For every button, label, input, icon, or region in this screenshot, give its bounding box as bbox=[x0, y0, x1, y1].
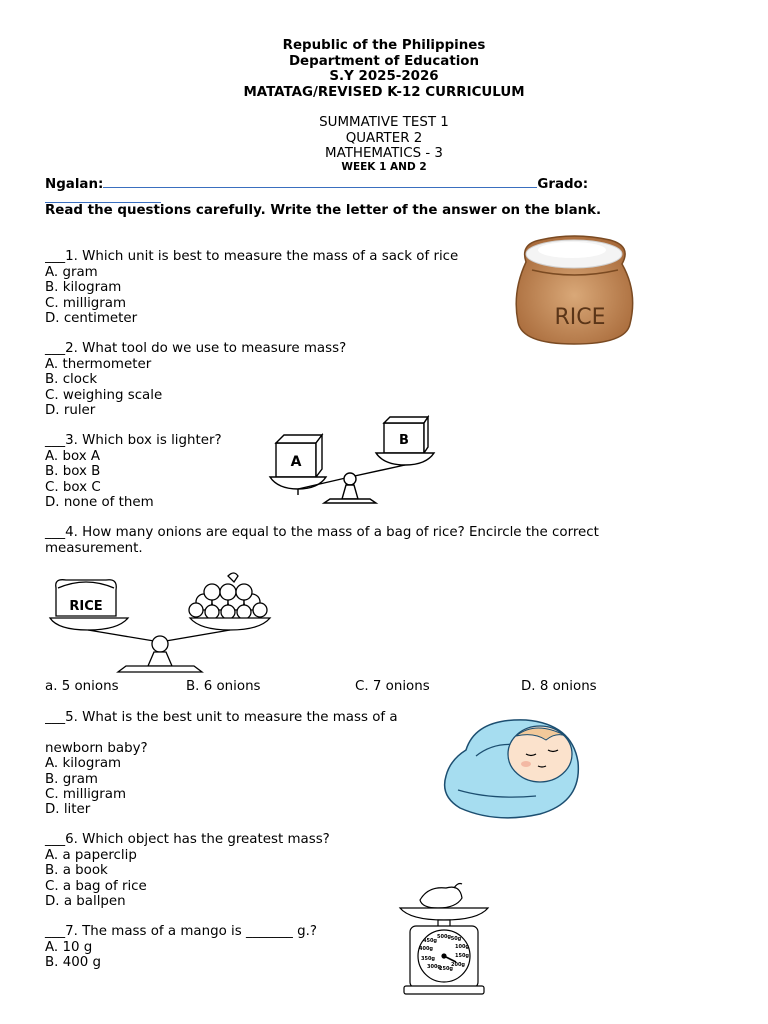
question-4-stem: ___4. How many onions are equal to the mass of a bag of rice? Encircle the correct bbox=[45, 525, 599, 540]
q3-choice-d[interactable]: D. none of them bbox=[45, 495, 154, 510]
header-subject: MATHEMATICS - 3 bbox=[325, 146, 443, 161]
q1-choice-c[interactable]: C. milligram bbox=[45, 295, 127, 311]
box-a-label: A bbox=[290, 454, 302, 470]
q3-choice-b[interactable]: B. box B bbox=[45, 464, 101, 479]
question-3-stem: ___3. Which box is lighter? bbox=[45, 433, 222, 448]
q4-choice-a[interactable]: a. 5 onions bbox=[45, 679, 119, 694]
rice-sack-image bbox=[512, 232, 637, 347]
question-4-stem-continued: measurement. bbox=[45, 540, 143, 556]
dial-label: 50g bbox=[450, 936, 462, 942]
header-test-title: SUMMATIVE TEST 1 bbox=[319, 115, 449, 130]
name-label: Ngalan: bbox=[45, 177, 104, 192]
header-school-year: S.Y 2025-2026 bbox=[329, 69, 439, 84]
q5-choice-c[interactable]: C. milligram bbox=[45, 787, 127, 802]
box-b-label: B bbox=[399, 433, 409, 448]
q1-choice-d[interactable]: D. centimeter bbox=[45, 311, 138, 326]
q2-choice-c[interactable]: C. weighing scale bbox=[45, 387, 163, 403]
question-2-stem: ___2. What tool do we use to measure mass? bbox=[45, 341, 347, 356]
header-week: WEEK 1 AND 2 bbox=[341, 161, 427, 173]
box-balance-scale-image bbox=[262, 415, 442, 510]
header-republic: Republic of the Philippines bbox=[282, 38, 486, 53]
header-curriculum: MATATAG/REVISED K-12 CURRICULUM bbox=[243, 84, 525, 100]
q3-choice-a[interactable]: A. box A bbox=[45, 448, 101, 464]
name-blank[interactable] bbox=[103, 175, 537, 188]
q5-choice-d[interactable]: D. liter bbox=[45, 802, 91, 817]
q4-choice-c[interactable]: C. 7 onions bbox=[355, 679, 430, 694]
q6-choice-b[interactable]: B. a book bbox=[45, 863, 108, 878]
q2-choice-a[interactable]: A. thermometer bbox=[45, 356, 152, 372]
dial-label: 500g bbox=[436, 934, 452, 940]
question-5-stem: ___5. What is the best unit to measure the mass of a bbox=[45, 710, 398, 725]
rice-sack-label: RICE bbox=[554, 305, 606, 330]
q5-choice-a[interactable]: A. kilogram bbox=[45, 756, 122, 771]
question-1-stem: ___1. Which unit is best to measure the mass of a sack of rice bbox=[45, 249, 459, 264]
grade-label: Grado: bbox=[537, 177, 589, 192]
rice-bag-label: RICE bbox=[69, 599, 103, 614]
q6-choice-c[interactable]: C. a bag of rice bbox=[45, 878, 147, 894]
rice-onions-balance-image bbox=[44, 570, 274, 675]
name-field[interactable] bbox=[45, 175, 588, 192]
newborn-baby-image bbox=[436, 710, 586, 825]
question-6-stem: ___6. Which object has the greatest mass? bbox=[45, 832, 330, 847]
instructions: Read the questions carefully. Write the letter of the answer on the blank. bbox=[45, 203, 602, 218]
dial-label: 250g bbox=[438, 966, 454, 972]
q3-choice-c[interactable]: C. box C bbox=[45, 479, 101, 495]
q7-choice-a[interactable]: A. 10 g bbox=[45, 939, 93, 955]
dial-label: 450g bbox=[422, 938, 438, 944]
question-5-stem-continued: newborn baby? bbox=[45, 740, 148, 756]
dial-label: 100g bbox=[454, 944, 470, 950]
q2-choice-d[interactable]: D. ruler bbox=[45, 403, 96, 418]
q4-choice-d[interactable]: D. 8 onions bbox=[521, 679, 597, 694]
q1-choice-a[interactable]: A. gram bbox=[45, 264, 98, 280]
header-quarter: QUARTER 2 bbox=[345, 130, 423, 146]
header-department: Department of Education bbox=[288, 53, 480, 69]
q7-choice-b[interactable]: B. 400 g bbox=[45, 955, 102, 970]
q4-choice-b[interactable]: B. 6 onions bbox=[186, 679, 261, 694]
q2-choice-b[interactable]: B. clock bbox=[45, 372, 98, 387]
q6-choice-a[interactable]: A. a paperclip bbox=[45, 847, 137, 863]
q6-choice-d[interactable]: D. a ballpen bbox=[45, 894, 126, 909]
dial-label: 400g bbox=[418, 946, 434, 952]
dial-label: 150g bbox=[454, 953, 470, 959]
q5-choice-b[interactable]: B. gram bbox=[45, 771, 98, 787]
mango-kitchen-scale-image bbox=[398, 880, 490, 998]
dial-label: 200g bbox=[450, 962, 466, 968]
q1-choice-b[interactable]: B. kilogram bbox=[45, 280, 122, 295]
dial-label: 350g bbox=[420, 956, 436, 962]
dial-label: 300g bbox=[426, 964, 442, 970]
question-7-stem: ___7. The mass of a mango is _______ g.? bbox=[45, 924, 317, 939]
